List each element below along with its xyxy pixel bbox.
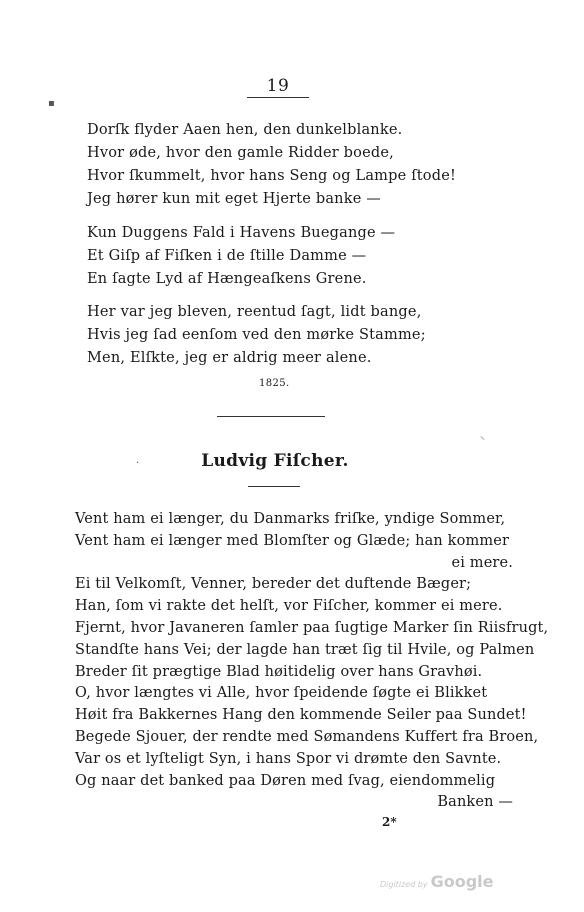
verse-line: Men, Elſkte, jeg er aldrig meer alene. (87, 350, 372, 366)
watermark-small-text: Digitized by (380, 880, 428, 889)
verse-line: Han, ſom vi rakte det helſt, vor Fiſcher, kommer ei mere. (75, 598, 503, 615)
poem-body (75, 509, 549, 814)
poem-title: Ludvig Fiſcher. (201, 451, 349, 471)
page-number: 19 (266, 76, 290, 96)
verse-line: Ei til Velkomſt, Venner, bereder det duftende Bæger; (75, 576, 472, 593)
poem-year: 1825. (259, 378, 290, 389)
poem-stanza (87, 119, 507, 211)
margin-speck: ⸜ (480, 431, 485, 442)
verse-line: Breder ſit prægtige Blad høitidelig over hans Gravhøi. (75, 663, 483, 680)
verse-line: En ſagte Lyd af Hængeaſkens Grene. (87, 271, 367, 287)
verse-line: Var os et lyſteligt Syn, i hans Spor vi drømte den Savnte. (75, 750, 502, 767)
verse-line: Hvor ſkummelt, hvor hans Seng og Lampe ſtode! (87, 168, 457, 184)
verse-line: Hvis jeg ſad eenſom ved den mørke Stamme; (87, 327, 426, 343)
poem-stanza (87, 222, 507, 291)
verse-line: Jeg hører kun mit eget Hjerte banke — (87, 191, 381, 207)
verse-line: Standſte hans Vei; der lagde han træt ſig til Hvile, og Palmen (75, 641, 535, 658)
digitization-watermark (380, 872, 494, 891)
verse-line: Hvor øde, hvor den gamle Ridder boede, (87, 145, 394, 161)
poem-stanza (87, 301, 507, 370)
margin-speck: ▪ (48, 98, 55, 109)
printer-signature: 2* (382, 815, 397, 829)
margin-speck: · (136, 458, 140, 469)
verse-line: Høit fra Bakkernes Hang den kommende Seiler paa Sundet! (75, 707, 527, 724)
verse-line-continuation: ei mere. (451, 554, 513, 571)
watermark-logo-text: Google (430, 872, 494, 891)
verse-line: Kun Duggens Fald i Havens Buegange — (87, 225, 396, 241)
verse-line: Dorſk flyder Aaen hen, den dunkelblanke. (87, 122, 403, 138)
verse-line: Vent ham ei længer med Blomſter og Glæde; han kommer (75, 532, 510, 549)
verse-line-continuation: Banken — (437, 794, 513, 811)
title-rule (248, 486, 300, 487)
verse-line: Begede Sjouer, der rendte med Sømandens Kuffert fra Broen, (75, 728, 539, 745)
verse-line: Her var jeg bleven, reentud ſagt, lidt bange, (87, 304, 422, 320)
verse-line: Vent ham ei længer, du Danmarks friſke, yndige Sommer, (75, 511, 506, 527)
page-number-rule (247, 97, 309, 98)
verse-line: Og naar det banked paa Døren med ſvag, eiendommelig (75, 772, 496, 789)
verse-line: Fjernt, hvor Javaneren ſamler paa ſugtige Marker ſin Riisfrugt, (75, 619, 549, 636)
section-divider (217, 416, 325, 417)
verse-line: Et Giſp af Fiſken i de ſtille Damme — (87, 248, 367, 264)
verse-line: O, hvor længtes vi Alle, hvor ſpeidende ſøgte ei Blikket (75, 685, 488, 702)
